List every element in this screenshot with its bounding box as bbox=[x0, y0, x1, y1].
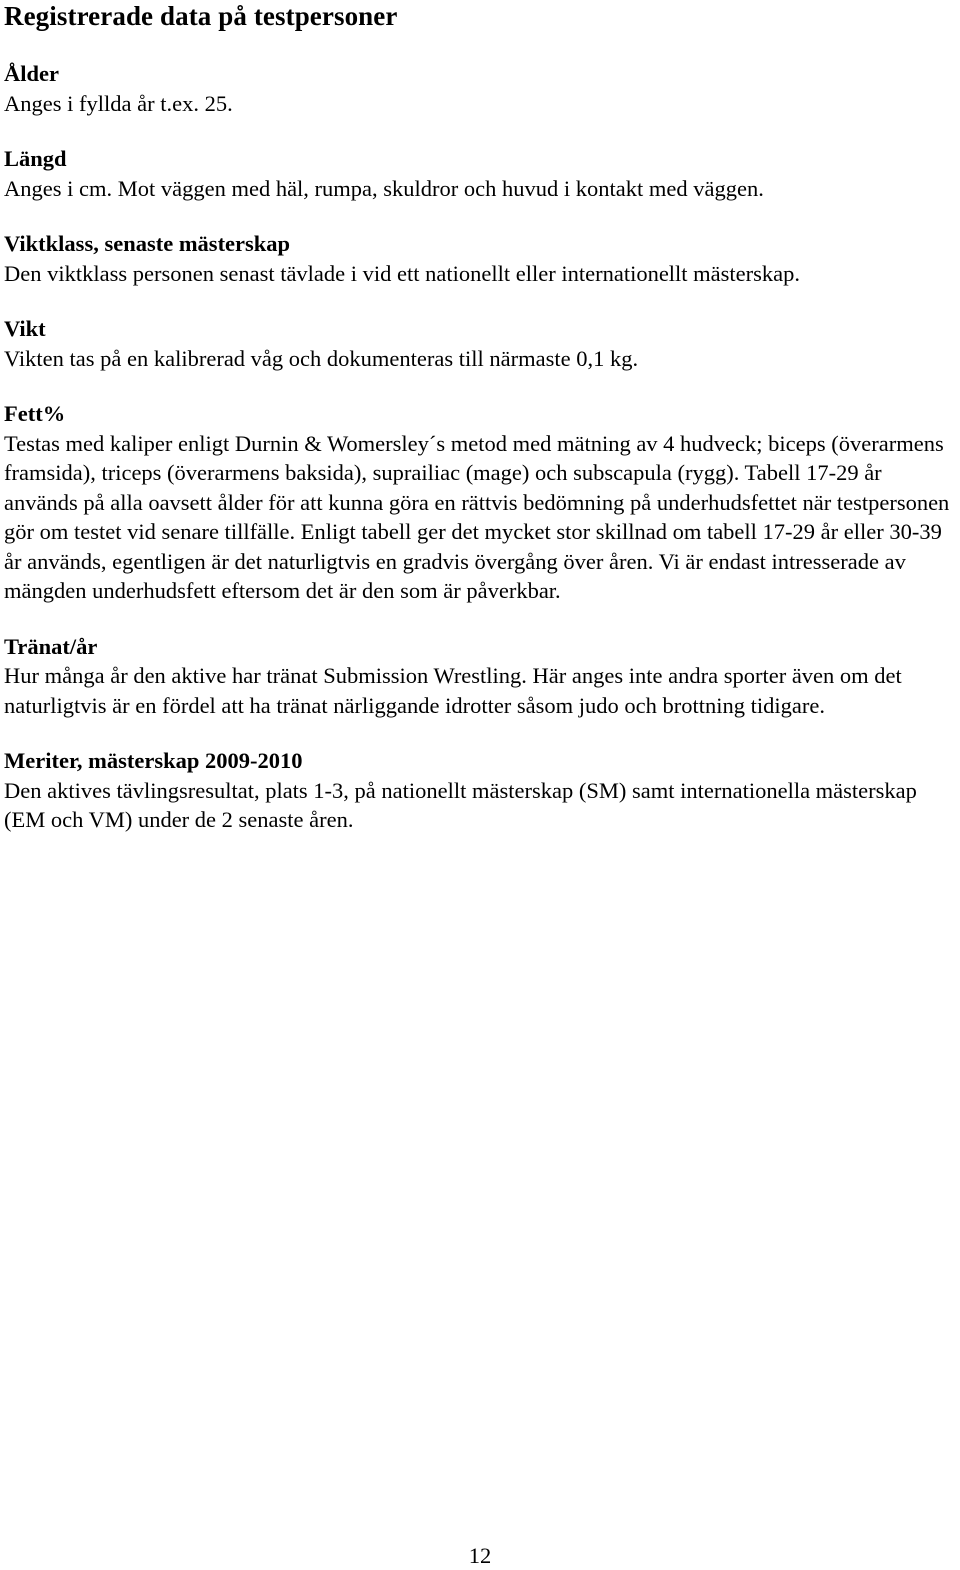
section-meriter bbox=[4, 746, 956, 835]
section-heading: Ålder bbox=[4, 61, 59, 86]
section-body: Anges i fyllda år t.ex. 25. bbox=[4, 90, 233, 116]
section-body: Den aktives tävlingsresultat, plats 1-3, på nationellt mästerskap (SM) samt internationella mästerskap (EM och VM) under de 2 senaste åren. bbox=[4, 777, 917, 832]
section-heading: Vikt bbox=[4, 316, 46, 341]
section-body: Den viktklass personen senast tävlade i vid ett nationellt eller internationellt mästerskap. bbox=[4, 260, 801, 286]
section-heading: Tränat/år bbox=[4, 633, 98, 659]
document-page bbox=[4, 0, 956, 835]
section-vikt bbox=[4, 314, 956, 373]
page-title: Registrerade data på testpersoner bbox=[4, 1, 398, 31]
section-body: Anges i cm. Mot väggen med häl, rumpa, skuldror och huvud i kontakt med väggen. bbox=[4, 175, 764, 201]
section-heading: Viktklass, senaste mästerskap bbox=[4, 231, 291, 256]
section-body: Hur många år den aktive har tränat Submission Wrestling. Här anges inte andra sporter även om det naturligtvis är en fördel att ha tränat närliggande idrotter såsom judo och brottning tidigare. bbox=[4, 663, 902, 718]
section-body: Testas med kaliper enligt Durnin & Womersley´s metod med mätning av 4 hudveck; biceps (överarmens framsida), triceps (överarmens baksida), suprailiac (mage) och subscapula (rygg). Tabell 17-29 år används på alla oavsett ålder för att kunna göra en rättvis bedömning på underhudsfettet när testpersonen gör om testet vid senare tillfälle. Enligt tabell ger det mycket stor skillnad om tabell 17-29 år eller 30-39 år används, egentligen är det naturligtvis en gradvis övergång över åren. Vi är endast intresserade av mängden underhudsfett eftersom det är den som är påverkbar. bbox=[4, 430, 950, 603]
section-body: Vikten tas på en kalibrerad våg och dokumenteras till närmaste 0,1 kg. bbox=[4, 345, 639, 371]
section-fett bbox=[4, 399, 956, 606]
section-viktklass bbox=[4, 229, 956, 288]
section-heading: Längd bbox=[4, 146, 67, 171]
section-tranat bbox=[4, 632, 956, 721]
section-heading: Meriter, mästerskap 2009-2010 bbox=[4, 748, 303, 773]
page-number: 12 bbox=[468, 1543, 492, 1568]
section-heading: Fett% bbox=[4, 401, 66, 426]
section-langd bbox=[4, 144, 956, 203]
section-alder bbox=[4, 59, 956, 118]
